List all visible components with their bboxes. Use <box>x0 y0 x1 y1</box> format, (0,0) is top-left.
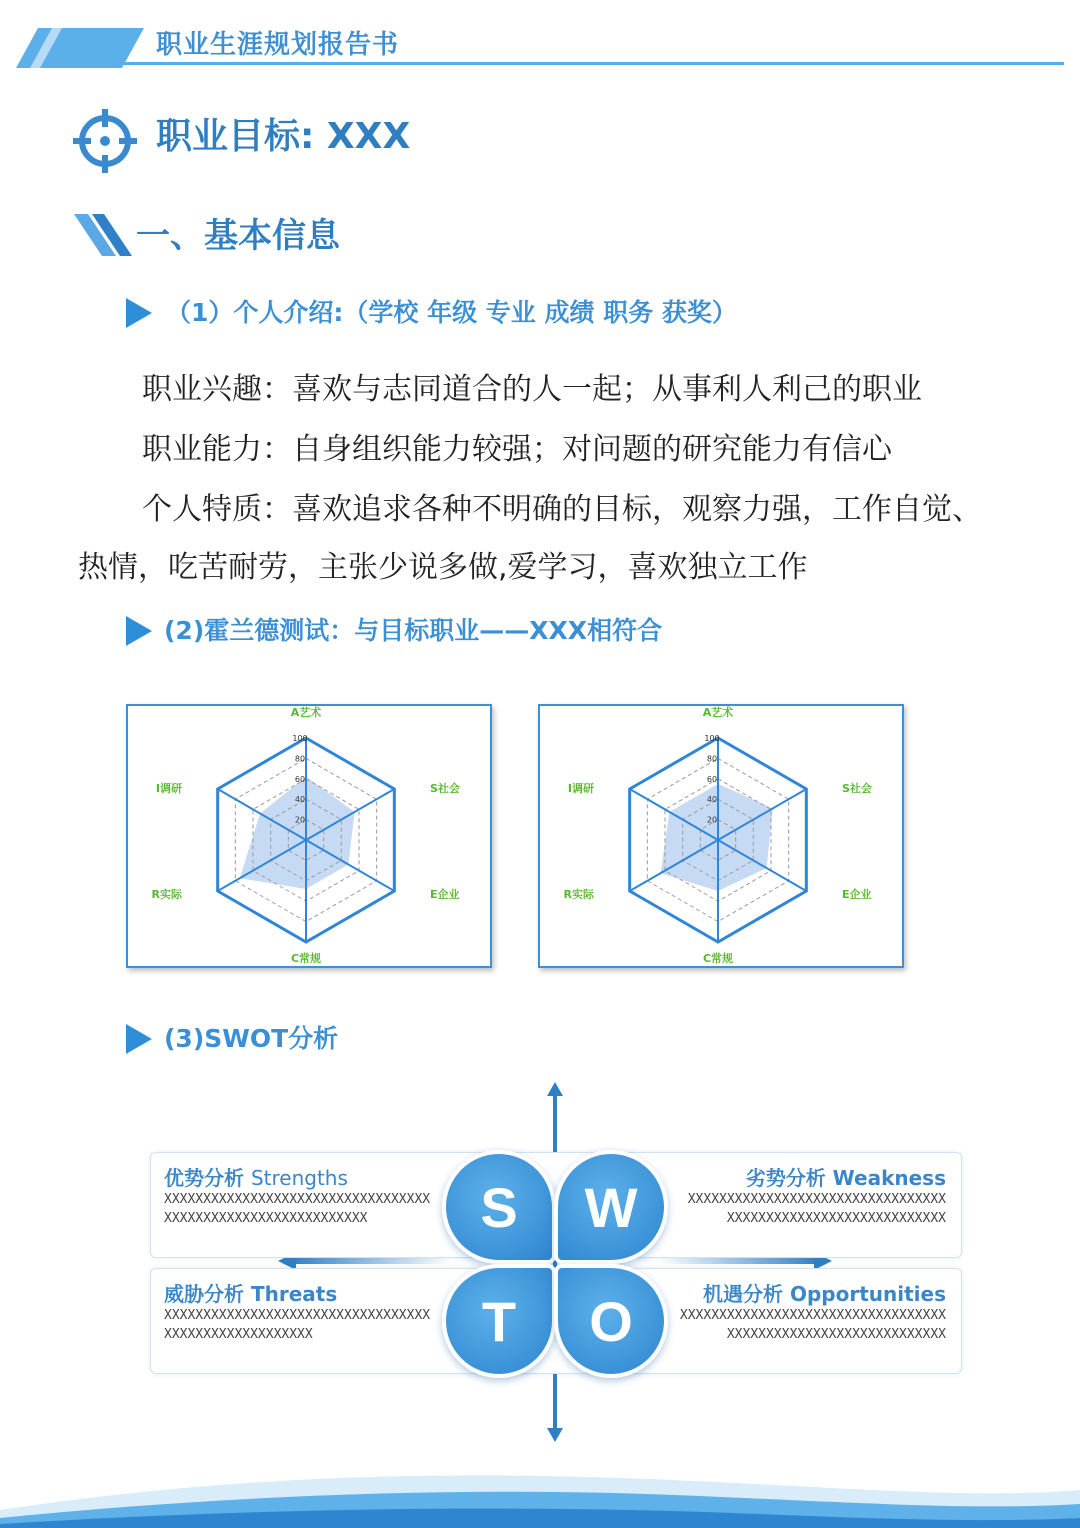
radar-tick-label: 40 <box>294 795 306 805</box>
career-interest-line: 职业兴趣：喜欢与志同道合的人一起；从事利人利己的职业 <box>142 372 922 407</box>
subsection-holland-test: (2)霍兰德测试：与目标职业——XXX相符合 <box>164 616 663 645</box>
radar-tick-label: 60 <box>706 774 718 784</box>
target-icon <box>72 108 138 174</box>
radar-axis-label: A艺术 <box>702 706 734 719</box>
personal-traits-line: 个人特质：喜欢追求各种不明确的目标，观察力强，工作自觉、 <box>142 492 982 527</box>
radar-chart-svg <box>128 706 490 966</box>
radar-data-area <box>240 774 355 889</box>
subsection-swot: (3)SWOT分析 <box>164 1024 339 1053</box>
bottom-wave-decoration <box>0 1470 1080 1528</box>
radar-tick-label: 20 <box>294 815 306 825</box>
radar-chart-svg <box>540 706 902 966</box>
radar-axis-label: S社会 <box>430 782 460 795</box>
holland-radar-chart-2 <box>538 704 904 968</box>
swot-arrows <box>140 1078 970 1448</box>
document-title: 职业生涯规划报告书 <box>156 30 400 60</box>
swot-w-petal: W <box>554 1150 668 1264</box>
header-rule <box>118 62 1064 65</box>
radar-tick-label: 60 <box>294 774 306 784</box>
radar-tick-label: 20 <box>706 815 718 825</box>
weakness-text-line-1: XXXXXXXXXXXXXXXXXXXXXXXXXXXXXXXXX <box>687 1192 946 1207</box>
bullet-triangle-icon <box>126 1024 152 1054</box>
weakness-text-line-2: XXXXXXXXXXXXXXXXXXXXXXXXXXXX <box>726 1211 946 1226</box>
swot-t-petal: T <box>442 1264 556 1378</box>
radar-tick-label: 80 <box>706 754 718 764</box>
bullet-triangle-icon <box>126 298 152 328</box>
swot-o-petal: O <box>554 1264 668 1378</box>
radar-axis-label: A艺术 <box>290 706 322 719</box>
radar-tick-label: 100 <box>704 734 720 743</box>
strengths-text-line-2: XXXXXXXXXXXXXXXXXXXXXXXXXX <box>164 1211 368 1226</box>
swot-s-petal: S <box>442 1150 556 1264</box>
subsection-personal-intro: （1）个人介绍:（学校 年级 专业 成绩 职务 获奖） <box>166 298 737 327</box>
opportunities-text-line-1: XXXXXXXXXXXXXXXXXXXXXXXXXXXXXXXXXX <box>679 1308 946 1323</box>
weakness-heading: 劣势分析 Weakness <box>745 1166 946 1190</box>
career-goal-title: 职业目标: XXX <box>156 116 411 157</box>
radar-tick-label: 40 <box>706 795 718 805</box>
career-ability-line: 职业能力：自身组织能力较强；对问题的研究能力有信心 <box>142 432 892 467</box>
holland-radar-chart-1 <box>126 704 492 968</box>
threats-text-line-2: XXXXXXXXXXXXXXXXXXX <box>164 1327 313 1342</box>
personal-traits-line-continued: 热情，吃苦耐劳，主张少说多做,爱学习，喜欢独立工作 <box>78 550 808 585</box>
radar-axis-label: I调研 <box>567 782 594 795</box>
radar-axis-label: R实际 <box>563 888 594 901</box>
radar-tick-label: 100 <box>292 734 308 743</box>
section-stripe-icon <box>74 212 136 258</box>
section-title: 一、基本信息 <box>136 216 340 256</box>
opportunities-heading: 机遇分析 Opportunities <box>703 1282 946 1306</box>
swot-diagram <box>140 1078 970 1448</box>
bullet-triangle-icon <box>126 616 152 646</box>
threats-text-line-1: XXXXXXXXXXXXXXXXXXXXXXXXXXXXXXXXXX <box>164 1308 431 1323</box>
radar-axis-label: I调研 <box>155 782 182 795</box>
threats-heading: 威胁分析 Threats <box>164 1282 338 1306</box>
radar-tick-label: 80 <box>294 754 306 764</box>
opportunities-text-line-2: XXXXXXXXXXXXXXXXXXXXXXXXXXXX <box>726 1327 946 1342</box>
radar-axis-label: E企业 <box>842 888 872 901</box>
radar-axis-label: R实际 <box>151 888 182 901</box>
strengths-heading: 优势分析 Strengths <box>164 1166 348 1190</box>
radar-axis-label: S社会 <box>842 782 872 795</box>
radar-axis-label: C常规 <box>290 952 322 965</box>
radar-axis-label: E企业 <box>430 888 460 901</box>
strengths-text-line-1: XXXXXXXXXXXXXXXXXXXXXXXXXXXXXXXXXX <box>164 1192 431 1207</box>
radar-axis-label: C常规 <box>702 952 734 965</box>
